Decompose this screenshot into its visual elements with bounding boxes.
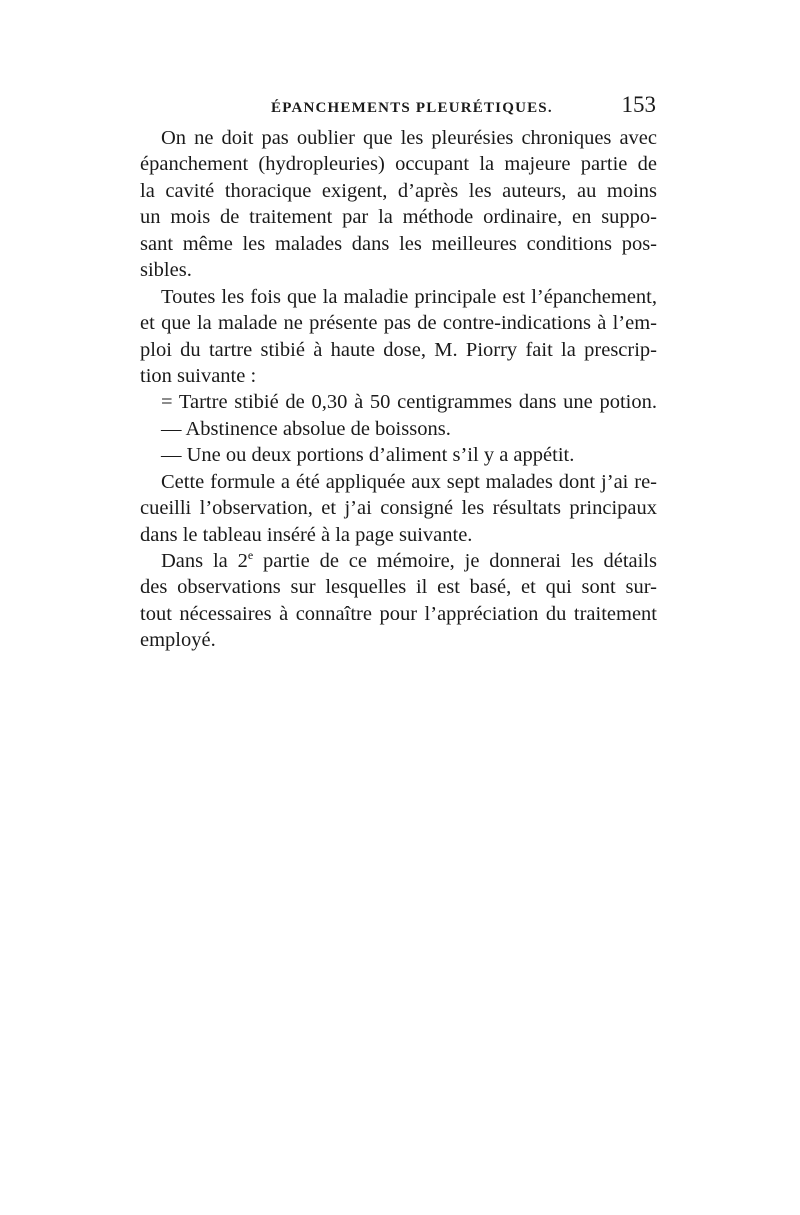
page-number: 153 [621, 92, 656, 117]
text-line: Cette formule a été appliquée aux sept malades dont j’ai re- [161, 470, 657, 493]
text-line: ploi du tartre stibié à haute dose, M. Piorry fait la prescrip- [140, 338, 657, 361]
text-line: dans le tableau inséré à la page suivante. [140, 523, 473, 546]
text-line: sibles. [140, 259, 192, 282]
dans-prefix: Dans la 2 [161, 550, 248, 572]
running-title: ÉPANCHEMENTS PLEURÉTIQUES. [271, 100, 553, 116]
text-line: épanchement (hydropleuries) occupant la majeure partie de [140, 153, 657, 176]
running-header [141, 92, 656, 122]
text-line: la cavité thoracique exigent, d’après les auteurs, au moins [140, 179, 657, 202]
text-line: Toutes les fois que la maladie principale est l’épanchement, [161, 285, 657, 308]
prescription-line: — Abstinence absolue de boissons. [161, 417, 451, 440]
text-line [140, 548, 657, 574]
text-line: des observations sur lesquelles il est basé, et qui sont sur- [140, 576, 657, 599]
body-text [140, 125, 657, 654]
text-line: tion suivante : [140, 364, 257, 387]
superscript: e [247, 548, 254, 563]
text-line: employé. [140, 629, 216, 652]
text-line: On ne doit pas oublier que les pleurésies chroniques avec [161, 127, 657, 149]
text-line: sant même les malades dans les meilleures conditions pos- [140, 232, 657, 255]
text-line: et que la malade ne présente pas de contre-indications à l’em- [140, 312, 657, 335]
prescription-line: — Une ou deux portions d’aliment s’il y a appétit. [161, 444, 575, 467]
text-line: cueilli l’observation, et j’ai consigné les résultats principaux [140, 497, 657, 520]
dans-suffix: partie de ce mémoire, je donnerai les détails [253, 550, 657, 572]
text-line: un mois de traitement par la méthode ordinaire, en suppo- [140, 206, 657, 229]
prescription-line: = Tartre stibié de 0,30 à 50 centigrammes dans une potion. [161, 391, 657, 414]
text-line: tout nécessaires à connaître pour l’appréciation du traitement [140, 602, 657, 625]
